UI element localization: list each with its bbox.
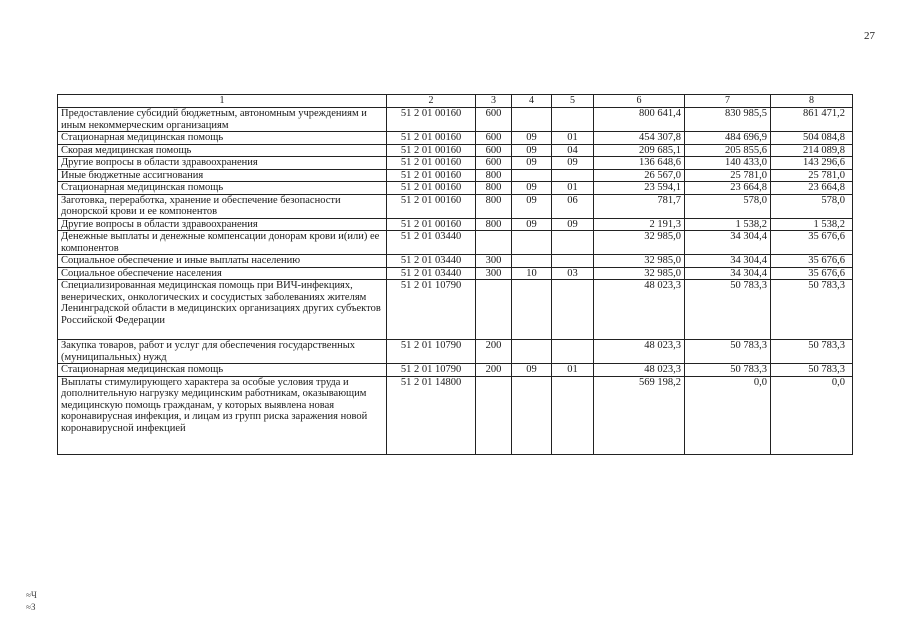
amount-year-2-cell: 205 855,6 (685, 144, 771, 157)
table-row (58, 376, 853, 454)
amount-year-2-cell: 34 304,4 (685, 255, 771, 268)
section-cell: 09 (512, 182, 552, 195)
amount-year-3-cell: 35 676,6 (771, 267, 853, 280)
amount-year-2-cell: 50 783,3 (685, 340, 771, 364)
amount-year-1-cell: 32 985,0 (594, 231, 685, 255)
row-name-cell: Социальное обеспечение и иные выплаты населению (58, 255, 387, 268)
expense-type-cell: 300 (476, 255, 512, 268)
table-row (58, 144, 853, 157)
target-article-code-cell: 51 2 01 10790 (387, 340, 476, 364)
amount-year-2-cell: 1 538,2 (685, 218, 771, 231)
subsection-cell (552, 108, 594, 132)
target-article-code-cell: 51 2 01 00160 (387, 157, 476, 170)
table-row (58, 267, 853, 280)
subsection-cell (552, 376, 594, 454)
target-article-code-cell: 51 2 01 03440 (387, 267, 476, 280)
row-name-cell: Стационарная медицинская помощь (58, 364, 387, 377)
target-article-code-cell: 51 2 01 00160 (387, 182, 476, 195)
row-name-cell: Стационарная медицинская помощь (58, 132, 387, 145)
section-cell (512, 376, 552, 454)
subsection-cell: 01 (552, 182, 594, 195)
expense-type-cell: 200 (476, 340, 512, 364)
expense-type-cell: 800 (476, 218, 512, 231)
column-header: 3 (476, 95, 512, 108)
subsection-cell (552, 340, 594, 364)
section-cell: 09 (512, 194, 552, 218)
amount-year-2-cell: 578,0 (685, 194, 771, 218)
column-header: 2 (387, 95, 476, 108)
column-header: 4 (512, 95, 552, 108)
row-name-cell: Специализированная медицинская помощь при ВИЧ-инфекциях, венерических, онкологических и сосудистых заболеваниях жителям Ленинградской области в медицинских организациях других субъектов Российской Федерации (58, 280, 387, 340)
row-name-cell: Выплаты стимулирующего характера за особые условия труда и дополнительную нагрузку медицинским работникам, оказывающим медицинскую помощь гражданам, у которых выявлена новая коронавирусная инфекция, и лицам из групп риска заражения новой коронавирусной инфекцией (58, 376, 387, 454)
amount-year-1-cell: 454 307,8 (594, 132, 685, 145)
amount-year-3-cell: 50 783,3 (771, 364, 853, 377)
row-name-cell: Другие вопросы в области здравоохранения (58, 218, 387, 231)
amount-year-2-cell: 34 304,4 (685, 267, 771, 280)
amount-year-3-cell: 50 783,3 (771, 340, 853, 364)
expense-type-cell: 600 (476, 157, 512, 170)
amount-year-3-cell: 1 538,2 (771, 218, 853, 231)
row-name-cell: Закупка товаров, работ и услуг для обеспечения государственных (муниципальных) нужд (58, 340, 387, 364)
section-cell (512, 255, 552, 268)
page-number: 27 (864, 30, 875, 42)
table-row (58, 231, 853, 255)
expense-type-cell (476, 280, 512, 340)
row-name-cell: Предоставление субсидий бюджетным, автономным учреждениям и иным некоммерческим организациям (58, 108, 387, 132)
target-article-code-cell: 51 2 01 00160 (387, 108, 476, 132)
table-body (58, 95, 853, 455)
row-name-cell: Стационарная медицинская помощь (58, 182, 387, 195)
amount-year-1-cell: 26 567,0 (594, 169, 685, 182)
target-article-code-cell: 51 2 01 00160 (387, 132, 476, 145)
subsection-cell: 03 (552, 267, 594, 280)
table-row (58, 157, 853, 170)
table-header-row (58, 95, 853, 108)
table-row (58, 280, 853, 340)
expense-type-cell: 800 (476, 182, 512, 195)
target-article-code-cell: 51 2 01 14800 (387, 376, 476, 454)
amount-year-3-cell: 214 089,8 (771, 144, 853, 157)
amount-year-1-cell: 48 023,3 (594, 340, 685, 364)
target-article-code-cell: 51 2 01 00160 (387, 144, 476, 157)
budget-table (57, 94, 853, 455)
column-header: 1 (58, 95, 387, 108)
table-row (58, 108, 853, 132)
table-row (58, 132, 853, 145)
amount-year-1-cell: 32 985,0 (594, 255, 685, 268)
column-header: 6 (594, 95, 685, 108)
section-cell (512, 280, 552, 340)
column-header: 7 (685, 95, 771, 108)
section-cell: 09 (512, 218, 552, 231)
amount-year-1-cell: 781,7 (594, 194, 685, 218)
section-cell (512, 340, 552, 364)
target-article-code-cell: 51 2 01 03440 (387, 255, 476, 268)
section-cell: 10 (512, 267, 552, 280)
subsection-cell: 09 (552, 157, 594, 170)
amount-year-2-cell: 23 664,8 (685, 182, 771, 195)
amount-year-3-cell: 23 664,8 (771, 182, 853, 195)
expense-type-cell: 600 (476, 132, 512, 145)
amount-year-1-cell: 48 023,3 (594, 364, 685, 377)
expense-type-cell (476, 231, 512, 255)
amount-year-2-cell: 25 781,0 (685, 169, 771, 182)
section-cell (512, 231, 552, 255)
expense-type-cell: 600 (476, 108, 512, 132)
amount-year-1-cell: 800 641,4 (594, 108, 685, 132)
amount-year-3-cell: 35 676,6 (771, 255, 853, 268)
section-cell: 09 (512, 157, 552, 170)
amount-year-1-cell: 48 023,3 (594, 280, 685, 340)
amount-year-3-cell: 25 781,0 (771, 169, 853, 182)
expense-type-cell: 800 (476, 169, 512, 182)
amount-year-1-cell: 23 594,1 (594, 182, 685, 195)
table-row (58, 340, 853, 364)
subsection-cell: 04 (552, 144, 594, 157)
amount-year-1-cell: 209 685,1 (594, 144, 685, 157)
expense-type-cell (476, 376, 512, 454)
table-row (58, 169, 853, 182)
table-row (58, 218, 853, 231)
amount-year-3-cell: 504 084,8 (771, 132, 853, 145)
amount-year-2-cell: 50 783,3 (685, 280, 771, 340)
subsection-cell (552, 169, 594, 182)
section-cell (512, 169, 552, 182)
margin-mark: ≈З (26, 602, 36, 612)
amount-year-1-cell: 32 985,0 (594, 267, 685, 280)
target-article-code-cell: 51 2 01 00160 (387, 218, 476, 231)
amount-year-2-cell: 34 304,4 (685, 231, 771, 255)
margin-mark: ≈Ч (26, 590, 37, 600)
amount-year-3-cell: 861 471,2 (771, 108, 853, 132)
amount-year-1-cell: 569 198,2 (594, 376, 685, 454)
target-article-code-cell: 51 2 01 10790 (387, 280, 476, 340)
amount-year-2-cell: 50 783,3 (685, 364, 771, 377)
subsection-cell: 01 (552, 364, 594, 377)
target-article-code-cell: 51 2 01 00160 (387, 194, 476, 218)
amount-year-3-cell: 0,0 (771, 376, 853, 454)
amount-year-1-cell: 2 191,3 (594, 218, 685, 231)
amount-year-2-cell: 484 696,9 (685, 132, 771, 145)
amount-year-2-cell: 140 433,0 (685, 157, 771, 170)
amount-year-1-cell: 136 648,6 (594, 157, 685, 170)
expense-type-cell: 300 (476, 267, 512, 280)
expense-type-cell: 800 (476, 194, 512, 218)
row-name-cell: Скорая медицинская помощь (58, 144, 387, 157)
target-article-code-cell: 51 2 01 03440 (387, 231, 476, 255)
amount-year-2-cell: 830 985,5 (685, 108, 771, 132)
amount-year-2-cell: 0,0 (685, 376, 771, 454)
target-article-code-cell: 51 2 01 10790 (387, 364, 476, 377)
row-name-cell: Иные бюджетные ассигнования (58, 169, 387, 182)
amount-year-3-cell: 50 783,3 (771, 280, 853, 340)
expense-type-cell: 200 (476, 364, 512, 377)
section-cell: 09 (512, 132, 552, 145)
subsection-cell: 09 (552, 218, 594, 231)
section-cell: 09 (512, 364, 552, 377)
subsection-cell: 01 (552, 132, 594, 145)
column-header: 8 (771, 95, 853, 108)
section-cell: 09 (512, 144, 552, 157)
subsection-cell (552, 231, 594, 255)
amount-year-3-cell: 578,0 (771, 194, 853, 218)
table-row (58, 364, 853, 377)
row-name-cell: Социальное обеспечение населения (58, 267, 387, 280)
row-name-cell: Заготовка, переработка, хранение и обеспечение безопасности донорской крови и ее компонентов (58, 194, 387, 218)
subsection-cell: 06 (552, 194, 594, 218)
target-article-code-cell: 51 2 01 00160 (387, 169, 476, 182)
table-row (58, 182, 853, 195)
column-header: 5 (552, 95, 594, 108)
amount-year-3-cell: 143 296,6 (771, 157, 853, 170)
expense-type-cell: 600 (476, 144, 512, 157)
amount-year-3-cell: 35 676,6 (771, 231, 853, 255)
table-row (58, 194, 853, 218)
row-name-cell: Другие вопросы в области здравоохранения (58, 157, 387, 170)
row-name-cell: Денежные выплаты и денежные компенсации донорам крови и(или) ее компонентов (58, 231, 387, 255)
subsection-cell (552, 255, 594, 268)
section-cell (512, 108, 552, 132)
table-row (58, 255, 853, 268)
subsection-cell (552, 280, 594, 340)
